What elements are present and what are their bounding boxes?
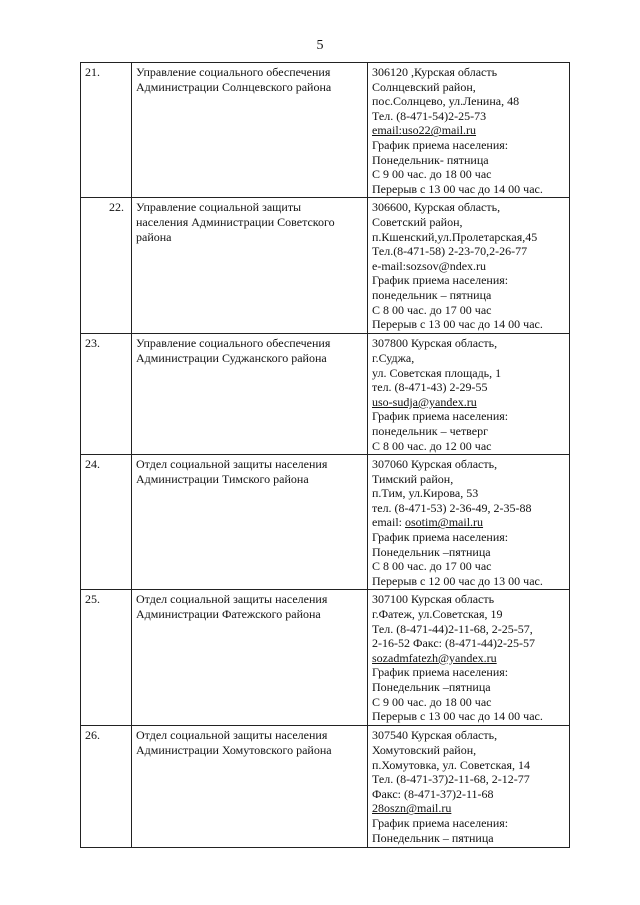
- schedule-days: Понедельник –пятница: [372, 680, 491, 694]
- email-text: e-mail:sozsov@ndex.ru: [372, 258, 487, 273]
- postal-address: 306120 ,Курская область: [372, 65, 498, 79]
- postal-address: 307540 Курская область,: [372, 728, 498, 743]
- agency-name: [132, 63, 368, 198]
- agency-name-line: Администрации Солнцевского района: [136, 79, 332, 94]
- page-number: 5: [316, 38, 324, 53]
- agency-name: [132, 334, 368, 455]
- agency-contacts: [368, 590, 570, 726]
- agency-name-line: населения Администрации Советского: [136, 214, 335, 229]
- agency-name-line: Отдел социальной защиты населения: [136, 457, 328, 472]
- fax: Факс: (8-471-37)2-11-68: [372, 786, 494, 801]
- district: Тимский район,: [372, 471, 454, 486]
- schedule-break: Перерыв с 13 00 час до 14 00 час.: [372, 317, 543, 332]
- agency-name: [132, 198, 368, 334]
- agency-name-line: района: [136, 229, 172, 244]
- schedule-days: понедельник – четверг: [372, 423, 489, 438]
- district: Солнцевский район,: [372, 79, 476, 94]
- row-number: 21.: [81, 63, 132, 198]
- agency-contacts: [368, 198, 570, 334]
- schedule-hours: С 9 00 час. до 18 00 час: [372, 167, 492, 182]
- agency-name-line: Администрации Фатежского района: [136, 607, 321, 622]
- schedule-days: Понедельник – пятница: [372, 830, 494, 845]
- email-link[interactable]: 28oszn@mail.ru: [372, 801, 452, 816]
- agency-name-line: Администрации Тимского района: [136, 471, 309, 486]
- schedule-heading: График приема населения:: [372, 137, 509, 152]
- phone: тел. (8-471-53) 2-36-49, 2-35-88: [372, 500, 532, 515]
- agency-name: [132, 726, 368, 848]
- table-row: [81, 726, 570, 848]
- agency-table: [80, 62, 570, 848]
- agency-contacts: [368, 455, 570, 590]
- agency-name-line: Отдел социальной защиты населения: [136, 592, 328, 607]
- schedule-heading: График приема населения:: [372, 665, 509, 680]
- agency-contacts: [368, 334, 570, 455]
- row-number: 23.: [81, 334, 132, 455]
- schedule-break: Перерыв с 13 00 час до 14 00 час.: [372, 181, 543, 196]
- street-address: пос.Солнцево, ул.Ленина, 48: [372, 94, 520, 109]
- agency-name: [132, 455, 368, 590]
- schedule-break: Перерыв с 12 00 час до 13 00 час.: [372, 573, 543, 588]
- street-address: п.Хомутовка, ул. Советская, 14: [372, 757, 531, 772]
- schedule-hours: С 8 00 час. до 12 00 час: [372, 438, 492, 453]
- table-row: [81, 198, 570, 334]
- schedule-heading: График приема населения:: [372, 530, 509, 545]
- schedule-hours: С 8 00 час. до 17 00 час: [372, 302, 492, 317]
- row-number: 24.: [81, 455, 132, 590]
- row-number: 25.: [81, 590, 132, 726]
- postal-address: 307060 Курская область,: [372, 457, 498, 472]
- schedule-heading: График приема населения:: [372, 409, 509, 424]
- phone: тел. (8-471-43) 2-29-55: [372, 380, 488, 395]
- table-row: [81, 334, 570, 455]
- street-address: г.Фатеж, ул.Советская, 19: [372, 607, 503, 622]
- email-link[interactable]: uso-sudja@yandex.ru: [372, 394, 477, 409]
- district: Хомутовский район,: [372, 743, 477, 758]
- agency-name-line: Управление социальной защиты: [136, 200, 302, 215]
- phone: Тел.(8-471-58) 2-23-70,2-26-77: [372, 244, 528, 259]
- email-link[interactable]: email:uso22@mail.ru: [372, 123, 477, 138]
- agency-name-line: Администрации Суджанского района: [136, 350, 327, 365]
- agency-name: [132, 590, 368, 726]
- email-link[interactable]: osotim@mail.ru: [405, 515, 484, 530]
- table-row: [81, 590, 570, 726]
- phone: Тел. (8-471-54)2-25-73: [372, 108, 487, 123]
- schedule-days: понедельник – пятница: [372, 287, 492, 302]
- agency-name-line: Управление социального обеспечения: [136, 65, 331, 79]
- postal-address: 307800 Курская область,: [372, 336, 498, 351]
- schedule-days: Понедельник –пятница: [372, 544, 491, 559]
- row-number: 26.: [81, 726, 132, 848]
- phone: Тел. (8-471-37)2-11-68, 2-12-77: [372, 772, 530, 787]
- agency-contacts: [368, 726, 570, 848]
- row-number: 22.: [81, 198, 132, 334]
- table-row: [81, 455, 570, 590]
- street-address: ул. Советская площадь, 1: [372, 365, 502, 380]
- schedule-heading: График приема населения:: [372, 273, 509, 288]
- phone-fax: 2-16-52 Факс: (8-471-44)2-25-57: [372, 636, 535, 651]
- district: Советский район,: [372, 214, 463, 229]
- agency-name-line: Отдел социальной защиты населения: [136, 728, 328, 743]
- street-address: п.Кшенский,ул.Пролетарская,45: [372, 229, 538, 244]
- postal-address: 307100 Курская область: [372, 592, 495, 607]
- schedule-hours: С 8 00 час. до 17 00 час: [372, 559, 492, 574]
- postal-address: 306600, Курская область,: [372, 200, 501, 215]
- email-link[interactable]: sozadmfatezh@yandex.ru: [372, 650, 497, 665]
- schedule-hours: С 9 00 час. до 18 00 час: [372, 694, 492, 709]
- street-address: п.Тим, ул.Кирова, 53: [372, 486, 479, 501]
- agency-contacts: [368, 63, 570, 198]
- email-prefix: email:: [372, 515, 405, 530]
- phone: Тел. (8-471-44)2-11-68, 2-25-57,: [372, 621, 533, 636]
- agency-name-line: Администрации Хомутовского района: [136, 743, 332, 758]
- agency-name-line: Управление социального обеспечения: [136, 336, 331, 351]
- schedule-days: Понедельник- пятница: [372, 152, 489, 167]
- schedule-heading: График приема населения:: [372, 816, 509, 830]
- table-row: [81, 63, 570, 198]
- schedule-break: Перерыв с 13 00 час до 14 00 час.: [372, 709, 543, 724]
- email-line: [372, 515, 566, 530]
- city: г.Суджа,: [372, 350, 415, 365]
